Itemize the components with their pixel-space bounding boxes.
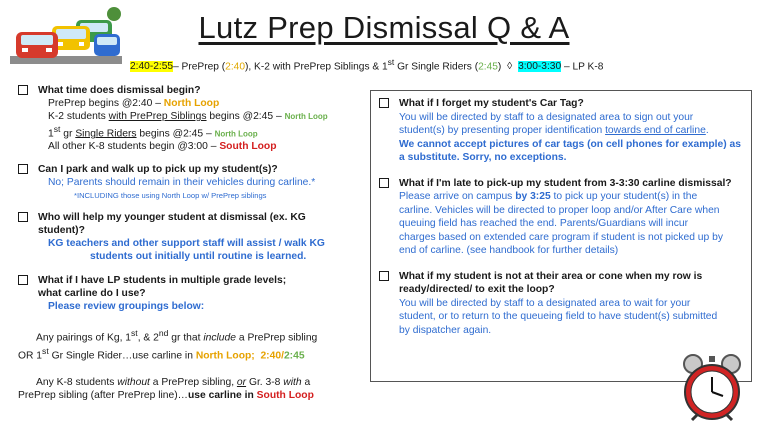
grouping-text: Any pairings of Kg, 1 <box>36 332 132 344</box>
north-loop-label: North Loop <box>284 112 328 121</box>
answer-line <box>18 110 360 123</box>
schedule-text: ), K-2 with PrePrep Siblings & 1 <box>244 61 388 73</box>
answer-text: student(s) by presenting proper identification <box>399 125 606 136</box>
schedule-text: – PrePrep ( <box>173 61 226 73</box>
time-single-riders: 2:45 <box>478 61 498 73</box>
faq-question <box>18 211 360 224</box>
faq-question <box>18 84 360 97</box>
checkbox-bullet-icon <box>379 271 389 281</box>
diamond-separator: ◊ <box>507 61 513 73</box>
time-single-riders: 2:45 <box>283 350 305 362</box>
answer-line <box>18 140 360 153</box>
checkbox-bullet-icon <box>18 212 28 222</box>
answer-text: Single Riders <box>75 128 137 140</box>
checkbox-bullet-icon <box>18 164 28 174</box>
grouping-text: OR 1 <box>18 350 43 362</box>
answer-text: All other K-8 students begin @3:00 – <box>48 141 220 153</box>
schedule-text: Gr Single Riders ( <box>394 61 479 73</box>
grouping-text: a PrePrep sibling <box>236 332 318 344</box>
answer-line <box>18 97 360 110</box>
checkbox-bullet-icon <box>18 275 28 285</box>
north-loop-label: North Loop; <box>195 350 255 362</box>
left-column <box>18 84 360 402</box>
answer-line: by dispatcher again. <box>399 324 492 336</box>
footnote: *INCLUDING those using North Loop w/ PrePrep siblings <box>74 191 267 201</box>
answer-line: students out initially until routine is learned. <box>90 251 307 263</box>
faq-question <box>18 274 360 287</box>
north-loop-label: North Loop <box>214 129 258 139</box>
answer-line: KG teachers and other support staff will assist / walk KG <box>48 238 325 250</box>
grouping-line <box>18 376 360 389</box>
question-text: What if I'm late to pick-up my student from 3-3:30 carline dismissal? <box>399 177 732 189</box>
answer-text: begins @2:45 – <box>136 128 215 140</box>
schedule-text: ) <box>497 61 502 73</box>
grouping-text: with <box>283 377 302 389</box>
question-text: What if I forget my student's Car Tag? <box>399 98 584 109</box>
grouping-text: without <box>117 377 150 389</box>
schedule-text: – LP K-8 <box>561 61 604 73</box>
grouping-text: Any K-8 students <box>36 377 118 389</box>
superscript: nd <box>158 328 169 339</box>
answer-line: student, or to return to the queueing field to have student(s) submitted <box>399 311 718 322</box>
answer-line: No; Parents should remain in their vehicles during carline.* <box>48 177 316 189</box>
grouping-text: use carline in <box>187 390 257 402</box>
south-loop-label: South Loop <box>256 390 314 402</box>
grouping-text: or <box>236 377 247 389</box>
north-loop-label: North Loop <box>163 98 220 109</box>
grouping-line <box>18 327 360 344</box>
answer-text: begins @2:45 – <box>206 111 285 122</box>
page-title: Lutz Prep Dismissal Q & A <box>198 10 570 45</box>
superscript: st <box>42 345 49 356</box>
time-slot-early: 2:40-2:55 <box>130 61 174 73</box>
answer-text: PrePrep begins @2:40 – <box>48 98 164 109</box>
checkbox-bullet-icon <box>379 178 389 188</box>
time-preprep: 2:40 <box>225 61 245 73</box>
answer-line: We cannot accept pictures of car tags (on cell phones for example) as <box>399 138 741 150</box>
answer-line: carline. Vehicles will be directed to proper loop and/or After Care when <box>399 204 720 216</box>
answer-text: Please arrive on campus <box>399 191 516 202</box>
answer-text: to pick up your student(s) in the <box>550 191 698 202</box>
faq-question-cont: student)? <box>38 225 85 237</box>
south-loop-label: South Loop <box>219 141 277 153</box>
question-text: What if I have LP students in multiple grade levels; <box>38 275 287 287</box>
answer-line: end of carline. (see handbook for further details) <box>399 245 619 256</box>
answer-text: K-2 students <box>48 111 109 122</box>
answer-line: You will be directed by staff to a designated area to sign out your <box>399 111 694 123</box>
question-text: Can I park and walk up to pick up my student(s)? <box>38 164 278 176</box>
answer-text: towards end of carline <box>605 125 706 136</box>
alarm-clock-icon <box>680 352 744 426</box>
slash: / <box>281 350 284 362</box>
checkbox-bullet-icon <box>18 85 28 95</box>
grouping-line <box>18 345 360 362</box>
question-text: What if my student is not at their area or cone when my row is <box>399 270 703 282</box>
schedule-line <box>130 57 720 72</box>
answer-text: with PrePrep Siblings <box>108 111 207 122</box>
faq-right-box <box>370 90 752 382</box>
answer-text: . <box>705 125 709 136</box>
answer-line <box>371 124 751 138</box>
faq-question <box>379 270 745 284</box>
grouping-text: , & 2 <box>137 332 159 344</box>
question-text: What time does dismissal begin? <box>38 85 201 96</box>
grouping-text: a PrePrep sibling, <box>149 377 237 389</box>
grouping-text: include <box>203 332 236 344</box>
answer-text: gr <box>60 128 76 140</box>
question-text: Who will help my younger student at dismissal (ex. KG <box>38 212 306 224</box>
time-slot-late: 3:00-3:30 <box>518 61 562 73</box>
time-preprep: 2:40 <box>260 350 282 362</box>
superscript: st <box>387 57 395 67</box>
faq-question-cont: what carline do I use? <box>38 288 146 300</box>
answer-line: Please review groupings below: <box>48 301 205 313</box>
answer-line <box>18 123 360 140</box>
deadline-text: by 3:25 <box>515 191 551 202</box>
superscript: st <box>53 124 61 134</box>
answer-line <box>371 190 751 204</box>
grouping-text: Gr. 3-8 <box>246 377 284 389</box>
answer-line: charges based on extended care program if student is not picked up by <box>399 231 723 243</box>
faq-question <box>18 163 360 176</box>
grouping-text: gr that <box>168 332 204 344</box>
checkbox-bullet-icon <box>379 98 389 108</box>
superscript: st <box>131 328 138 339</box>
grouping-text: Gr Single Rider…use carline in <box>48 350 196 362</box>
grouping-text: a <box>301 377 311 389</box>
answer-text: 1 <box>48 128 54 140</box>
faq-question-cont: ready/directed/ to exit the loop? <box>399 284 555 295</box>
faq-question <box>379 97 745 111</box>
answer-line: queuing field has reached the end. Parents/Guardians will incur <box>399 218 689 229</box>
grouping-text: PrePrep sibling (after PrePrep line)… <box>18 390 188 402</box>
grouping-line <box>18 389 360 402</box>
faq-question <box>379 177 745 191</box>
answer-line: a substitute. Sorry, no exceptions. <box>399 152 567 163</box>
answer-line: You will be directed by staff to a designated area to wait for your <box>399 297 691 309</box>
